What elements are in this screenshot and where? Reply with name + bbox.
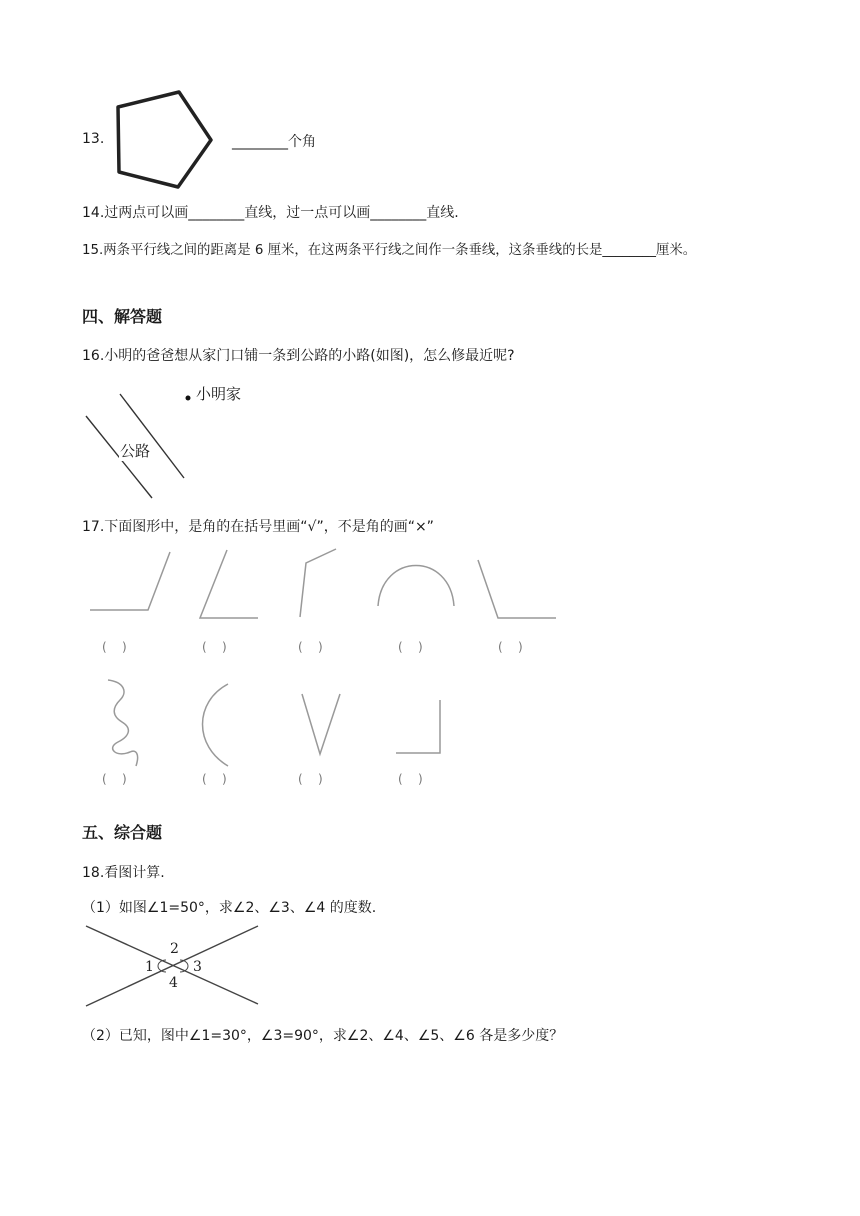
answer-paren-3[interactable]: ( ) <box>298 640 323 654</box>
answer-paren-1[interactable]: ( ) <box>102 640 127 654</box>
section-4-title: 四、解答题 <box>82 307 163 326</box>
q13-suffix: 个角 <box>288 134 316 150</box>
q14-text: 14.过两点可以画________直线，过一点可以画________直线. <box>82 205 459 221</box>
answer-paren-9[interactable]: ( ) <box>398 772 423 786</box>
angle-label-1: 1 <box>145 959 154 975</box>
angle-label-3: 3 <box>193 959 202 975</box>
q13-answer <box>232 131 316 151</box>
angle-label-4: 4 <box>169 975 178 991</box>
road-label: 公路 <box>120 442 151 460</box>
q18-part2: （2）已知，图中∠1=30°，∠3=90°，求∠2、∠4、∠5、∠6 各是多少度？ <box>82 1028 564 1044</box>
angle-label-2: 2 <box>170 941 179 957</box>
pentagon-figure <box>110 88 220 193</box>
answer-paren-6[interactable]: ( ) <box>102 772 127 786</box>
figure-5-angle <box>474 556 564 626</box>
q15-text: 15.两条平行线之间的距离是 6 厘米，在这两条平行线之间作一条垂线，这条垂线的长是________厘米。 <box>82 243 697 258</box>
intersecting-lines-figure <box>82 920 264 1012</box>
home-label: 小明家 <box>196 385 242 403</box>
figure-1-bent-line <box>88 548 178 618</box>
q13-blank[interactable]: ________ <box>232 134 288 150</box>
q18-text: 18.看图计算. <box>82 865 165 881</box>
home-dot <box>186 396 191 401</box>
figure-9-right-angle <box>392 696 447 758</box>
figure-6-wavy-line <box>100 676 150 771</box>
q13-number: 13. <box>82 131 105 147</box>
answer-paren-4[interactable]: ( ) <box>398 640 423 654</box>
answer-paren-8[interactable]: ( ) <box>298 772 323 786</box>
figure-4-arc <box>372 562 462 612</box>
answer-paren-2[interactable]: ( ) <box>202 640 227 654</box>
figure-7-arc <box>198 680 238 770</box>
figure-8-v-angle <box>298 690 348 760</box>
figure-3-angle <box>292 545 352 620</box>
q17-text: 17.下面图形中，是角的在括号里画“√”，不是角的画“×” <box>82 519 434 535</box>
q16-text: 16.小明的爸爸想从家门口铺一条到公路的小路(如图)，怎么修最近呢? <box>82 348 515 364</box>
answer-paren-7[interactable]: ( ) <box>202 772 227 786</box>
road-diagram <box>82 380 282 505</box>
answer-paren-5[interactable]: ( ) <box>498 640 523 654</box>
section-5-title: 五、综合题 <box>82 823 163 842</box>
figure-2-angle <box>192 548 262 623</box>
q18-part1: （1）如图∠1=50°，求∠2、∠3、∠4 的度数. <box>82 900 377 916</box>
